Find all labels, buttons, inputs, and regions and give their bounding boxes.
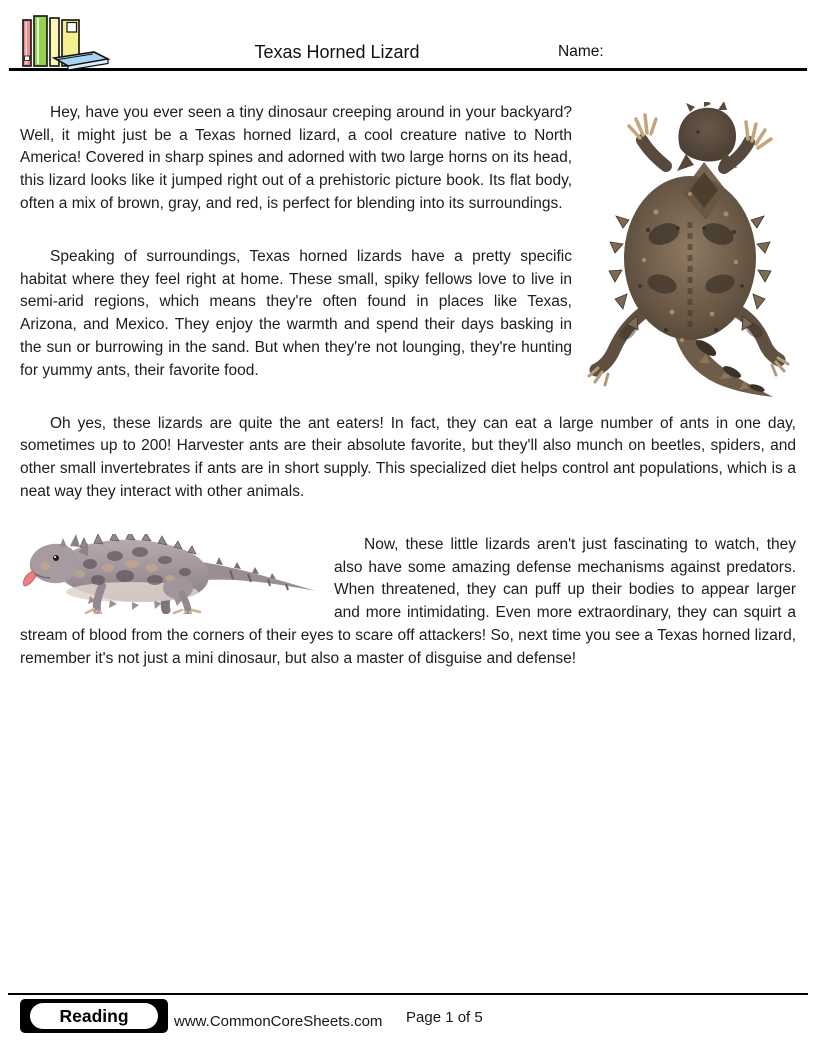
paragraph-2-text: Speaking of surroundings, Texas horned lizards have a pretty specific habitat where they feel right at home. These small, spiky fellows love to live in semi-arid regions, which means they're often found in places like Texas, Arizona, and Mexico. They enjoy the warmth and spend their days basking in the sun or burrowing in the sand. But when they're not lounging, they're hunting for yummy ants, their favorite food. [20, 248, 572, 379]
paragraph-3-text: Oh yes, these lizards are quite the ant eaters! In fact, they can eat a large number of ants in one day, sometimes up to 200! Harvester ants are their absolute favorite, but they'll also munch on beetles, spiders, and other small invertebrates if ants are in short supply. This specialized diet helps control ant populations, which is a neat way they interact with other animals. [20, 414, 796, 500]
paragraph-1-text: Hey, have you ever seen a tiny dinosaur creeping around in your backyard? Well, it might just be a Texas horned lizard, a cool creature native to North America! Covered in sharp spines and adorned with two large horns on its head, this lizard looks like it jumped right out of a prehistoric picture book. Its flat body, often a mix of brown, gray, and red, is perfect for blending into its surroundings. [20, 104, 572, 212]
paragraph-4 [20, 534, 796, 670]
footer [8, 993, 808, 1055]
article-body [20, 70, 796, 701]
horned-lizard-side-view-photo [20, 534, 320, 618]
reading-badge [20, 999, 168, 1033]
books-logo-icon [20, 12, 112, 70]
horned-lizard-top-view-photo [586, 102, 796, 398]
paragraph-3 [20, 413, 796, 504]
name-label: Name: [558, 43, 604, 60]
header [9, 0, 807, 71]
paragraph-4-text: Now, these little lizards aren't just fascinating to watch, they also have some amazing defense mechanisms against predators. When threatened, they can puff up their bodies to appear larger and more intimidating. Even more extraordinary, they can squirt a stream of blood from the corners of their eyes to scare off attackers! So, next time you see a Texas horned lizard, remember it's not just a mini dinosaur, but also a master of disguise and defense! [20, 536, 796, 667]
page-number: Page 1 of 5 [406, 1009, 483, 1026]
reading-badge-label: Reading [30, 1003, 158, 1029]
website-url: www.CommonCoreSheets.com [174, 1013, 383, 1030]
worksheet-title: Texas Horned Lizard [254, 42, 420, 62]
